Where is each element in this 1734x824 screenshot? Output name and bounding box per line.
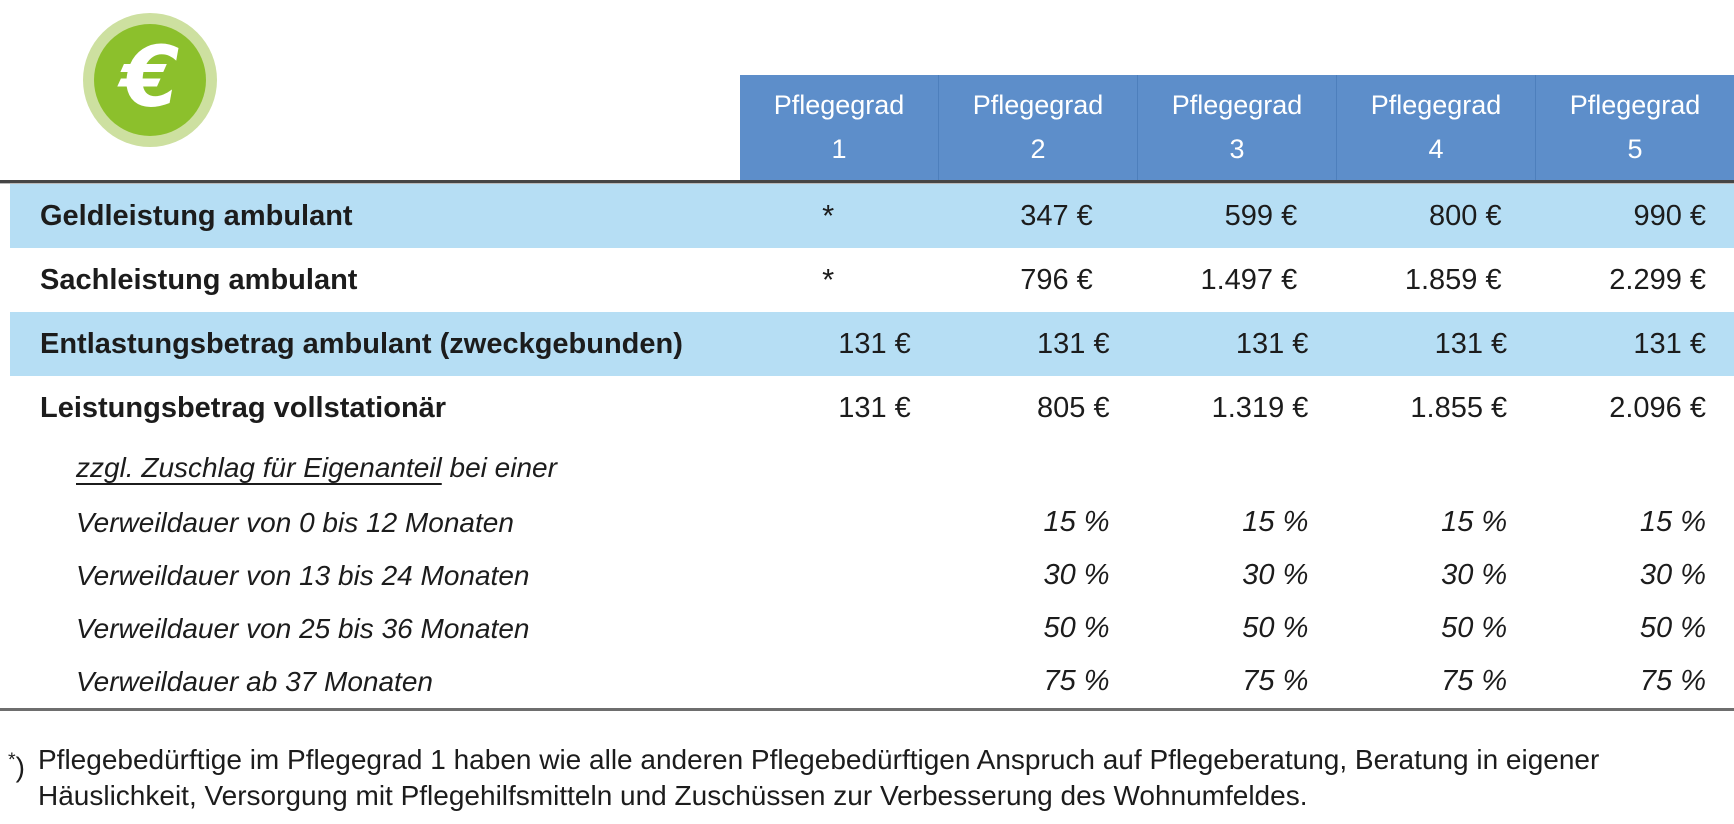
row-label-rest: bei einer: [441, 452, 557, 483]
value-cell: 75 %: [1242, 665, 1309, 697]
column-header-title: Pflegegrad: [773, 90, 905, 120]
value-cell: 1.855 €: [1410, 391, 1508, 424]
euro-icon-inner-circle: [94, 24, 206, 136]
value-cell: 1.497 €: [1200, 263, 1298, 296]
footnote-paren: ): [15, 751, 25, 783]
table-row-verweildauer-ab-37: [10, 655, 1734, 708]
value-cell: 990 €: [1633, 199, 1707, 232]
column-header-pflegegrad-3: [1137, 75, 1336, 180]
value-cell: 30 %: [1441, 559, 1508, 591]
row-label-underlined-part: zzgl. Zuschlag für Eigenanteil: [76, 452, 442, 483]
value-cell: 1.319 €: [1211, 391, 1309, 424]
table-body: [10, 184, 1734, 708]
column-header-grade: 4: [1428, 134, 1444, 164]
value-cell: 131 €: [1434, 327, 1508, 360]
table-header: [740, 75, 1734, 180]
table-row-entlastungsbetrag: [10, 312, 1734, 376]
value-cell: 796 €: [1020, 263, 1093, 296]
value-cell: 131 €: [1037, 327, 1110, 360]
column-header-grade: 3: [1229, 134, 1245, 164]
table-row-verweildauer-13-24: [10, 549, 1734, 602]
row-label: Verweildauer ab 37 Monaten: [76, 665, 433, 697]
value-cell: 2.299 €: [1609, 263, 1707, 296]
value-cell: 599 €: [1224, 199, 1298, 232]
footnote-asterisk: *: [8, 749, 16, 771]
value-cell: 50 %: [1242, 612, 1309, 644]
table-row-verweildauer-25-36: [10, 602, 1734, 655]
column-header-pflegegrad-5: [1535, 75, 1734, 180]
column-header-grade: 1: [831, 134, 847, 164]
column-header-grade: 2: [1030, 134, 1046, 164]
value-cell: 30 %: [1043, 559, 1110, 591]
euro-icon: [83, 13, 217, 147]
table-row-geldleistung: [10, 184, 1734, 248]
row-label: Geldleistung ambulant: [40, 199, 353, 232]
value-cell: 15 %: [1242, 506, 1309, 538]
value-cell: 50 %: [1043, 612, 1110, 644]
value-cell: 131 €: [1633, 327, 1706, 360]
value-cell: 2.096 €: [1609, 391, 1706, 424]
row-label: Verweildauer von 0 bis 12 Monaten: [76, 506, 514, 538]
footnote-line-1: Pflegebedürftige im Pflegegrad 1 haben wie alle anderen Pflegebedürftigen Anspruch auf Pflegeberatung, Beratung in eigener: [38, 744, 1600, 775]
row-label: [10, 452, 740, 484]
column-header-title: Pflegegrad: [972, 90, 1104, 120]
value-cell: 50 %: [1639, 612, 1706, 644]
value-cell: *: [822, 262, 835, 297]
column-header-grade: 5: [1627, 134, 1643, 164]
value-cell: 1.859 €: [1404, 263, 1502, 296]
column-header-title: Pflegegrad: [1569, 90, 1701, 120]
footnote: [8, 742, 1599, 814]
value-cell: 15 %: [1639, 506, 1706, 538]
row-label: Verweildauer von 13 bis 24 Monaten: [76, 559, 530, 591]
value-cell: 30 %: [1639, 559, 1706, 591]
footnote-text: [38, 742, 1599, 814]
value-cell: 15 %: [1441, 506, 1508, 538]
value-cell: 131 €: [838, 327, 911, 360]
column-header-pflegegrad-2: [938, 75, 1137, 180]
value-cell: 75 %: [1639, 665, 1706, 697]
value-cell: 75 %: [1043, 665, 1110, 697]
value-cell: 800 €: [1429, 199, 1502, 232]
table-row-sachleistung: [10, 248, 1734, 312]
column-header-pflegegrad-1: [740, 75, 938, 180]
column-header-title: Pflegegrad: [1370, 90, 1502, 120]
value-cell: 50 %: [1441, 612, 1508, 644]
table-row-leistungsbetrag: [10, 376, 1734, 440]
value-cell: 15 %: [1043, 506, 1110, 538]
value-cell: 347 €: [1020, 199, 1093, 232]
euro-symbol: €: [120, 28, 180, 126]
row-label: Sachleistung ambulant: [40, 263, 358, 296]
value-cell: 805 €: [1037, 391, 1110, 424]
row-label: Verweildauer von 25 bis 36 Monaten: [76, 612, 530, 644]
value-cell: 131 €: [1235, 327, 1309, 360]
footnote-line-2: Häuslichkeit, Versorgung mit Pflegehilfsmitteln und Zuschüssen zur Verbesserung des Wohnumfeldes.: [38, 780, 1308, 811]
column-header-title: Pflegegrad: [1171, 90, 1303, 120]
footnote-marker: [8, 742, 38, 814]
value-cell: 131 €: [838, 391, 911, 424]
column-header-pflegegrad-4: [1336, 75, 1535, 180]
value-cell: 30 %: [1242, 559, 1309, 591]
table-row-zuschlag-eigenanteil: [10, 440, 1734, 496]
value-cell: *: [822, 198, 835, 233]
footnote-divider: [0, 708, 1734, 711]
row-label: Entlastungsbetrag ambulant (zweckgebunden): [40, 327, 683, 360]
value-cell: 75 %: [1441, 665, 1508, 697]
table-row-verweildauer-0-12: [10, 496, 1734, 549]
row-label: Leistungsbetrag vollstationär: [40, 391, 447, 424]
